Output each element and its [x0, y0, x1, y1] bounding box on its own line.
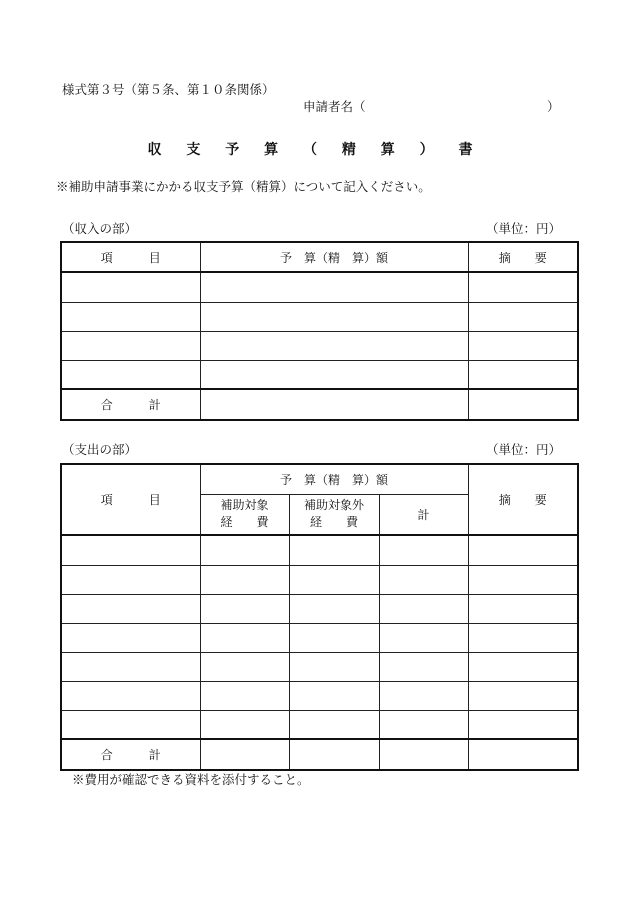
income-section-label: （収入の部） [62, 221, 138, 236]
income-remarks-cell[interactable] [468, 272, 578, 302]
expense-subtotal-cell[interactable] [379, 681, 468, 710]
expense-nontarget-cell[interactable] [289, 681, 379, 710]
income-header-budget: 予 算（精 算）額 [200, 242, 468, 272]
expense-nontarget-cell[interactable] [289, 565, 379, 594]
expense-header-item: 項 目 [61, 464, 200, 535]
expense-remarks-cell[interactable] [468, 594, 578, 623]
expense-nontarget-cell[interactable] [289, 623, 379, 652]
expense-item-cell[interactable] [61, 565, 200, 594]
expense-header-subtotal: 計 [379, 494, 468, 535]
income-budget-cell[interactable] [200, 360, 468, 389]
income-total-label: 合 計 [61, 389, 200, 420]
document-title: 収 支 予 算 （ 精 算 ） 書 [147, 142, 483, 158]
expense-subtotal-cell[interactable] [379, 535, 468, 565]
income-remarks-cell[interactable] [468, 302, 578, 331]
income-budget-cell[interactable] [200, 272, 468, 302]
expense-total-target-cell[interactable] [200, 739, 289, 770]
expense-target-cell[interactable] [200, 594, 289, 623]
applicant-name-close: ） [547, 99, 560, 114]
income-budget-cell[interactable] [200, 302, 468, 331]
expense-total-nontarget-cell[interactable] [289, 739, 379, 770]
expense-nontarget-cell[interactable] [289, 594, 379, 623]
expense-item-cell[interactable] [61, 535, 200, 565]
applicant-name-label: 申請者名（ [303, 99, 366, 114]
expense-subtotal-cell[interactable] [379, 623, 468, 652]
expense-item-cell[interactable] [61, 594, 200, 623]
subsidy-target-line2: 経 費 [220, 515, 269, 530]
expense-remarks-cell[interactable] [468, 623, 578, 652]
income-header-remarks: 摘 要 [468, 242, 578, 272]
expense-target-cell[interactable] [200, 710, 289, 739]
table-row [61, 565, 578, 594]
income-item-cell[interactable] [61, 302, 200, 331]
expense-nontarget-cell[interactable] [289, 652, 379, 681]
footnote-text: ※費用が確認できる資料を添付すること。 [72, 772, 310, 787]
expense-remarks-cell[interactable] [468, 710, 578, 739]
subsidy-target-line1: 補助対象 [220, 497, 269, 512]
expense-unit-label: （単位：円） [486, 442, 562, 457]
expense-remarks-cell[interactable] [468, 535, 578, 565]
expense-header-budget: 予 算（精 算）額 [200, 464, 468, 494]
expense-total-remarks-cell[interactable] [468, 739, 578, 770]
expense-remarks-cell[interactable] [468, 681, 578, 710]
expense-total-row [61, 739, 578, 770]
subsidy-nontarget-line1: 補助対象外 [303, 497, 364, 512]
expense-target-cell[interactable] [200, 535, 289, 565]
subsidy-nontarget-line2: 経 費 [309, 515, 358, 530]
expense-section-label: （支出の部） [62, 442, 138, 457]
instruction-text: ※補助申請事業にかかる収支予算（精算）について記入ください。 [56, 179, 431, 194]
income-table [60, 241, 579, 421]
expense-subtotal-cell[interactable] [379, 652, 468, 681]
income-total-row [61, 389, 578, 420]
income-item-cell[interactable] [61, 272, 200, 302]
expense-nontarget-cell[interactable] [289, 710, 379, 739]
table-row [61, 710, 578, 739]
expense-target-cell[interactable] [200, 681, 289, 710]
income-remarks-cell[interactable] [468, 331, 578, 360]
expense-item-cell[interactable] [61, 681, 200, 710]
form-number: 様式第３号（第５条、第１０条関係） [62, 82, 275, 97]
income-unit-label: （単位：円） [486, 221, 562, 236]
expense-remarks-cell[interactable] [468, 652, 578, 681]
income-header-item: 項 目 [61, 242, 200, 272]
applicant-name-field[interactable] [303, 99, 560, 114]
expense-total-subtotal-cell[interactable] [379, 739, 468, 770]
table-row [61, 331, 578, 360]
expense-target-cell[interactable] [200, 652, 289, 681]
table-row [61, 652, 578, 681]
expense-header-remarks: 摘 要 [468, 464, 578, 535]
expense-target-cell[interactable] [200, 623, 289, 652]
expense-remarks-cell[interactable] [468, 565, 578, 594]
income-item-cell[interactable] [61, 360, 200, 389]
income-remarks-cell[interactable] [468, 360, 578, 389]
expense-subtotal-cell[interactable] [379, 710, 468, 739]
table-row [61, 681, 578, 710]
income-header-row [61, 242, 578, 272]
table-row [61, 535, 578, 565]
expense-table [60, 463, 579, 771]
expense-item-cell[interactable] [61, 623, 200, 652]
table-row [61, 302, 578, 331]
expense-nontarget-cell[interactable] [289, 535, 379, 565]
expense-header-row [61, 464, 578, 494]
table-row [61, 272, 578, 302]
expense-header-subsidy-nontarget [289, 494, 379, 535]
expense-item-cell[interactable] [61, 652, 200, 681]
table-row [61, 594, 578, 623]
expense-total-label: 合 計 [61, 739, 200, 770]
table-row [61, 360, 578, 389]
income-total-remarks-cell[interactable] [468, 389, 578, 420]
expense-item-cell[interactable] [61, 710, 200, 739]
expense-header-subsidy-target [200, 494, 289, 535]
expense-subtotal-cell[interactable] [379, 565, 468, 594]
income-budget-cell[interactable] [200, 331, 468, 360]
table-row [61, 623, 578, 652]
income-item-cell[interactable] [61, 331, 200, 360]
expense-target-cell[interactable] [200, 565, 289, 594]
expense-subtotal-cell[interactable] [379, 594, 468, 623]
income-total-budget-cell[interactable] [200, 389, 468, 420]
